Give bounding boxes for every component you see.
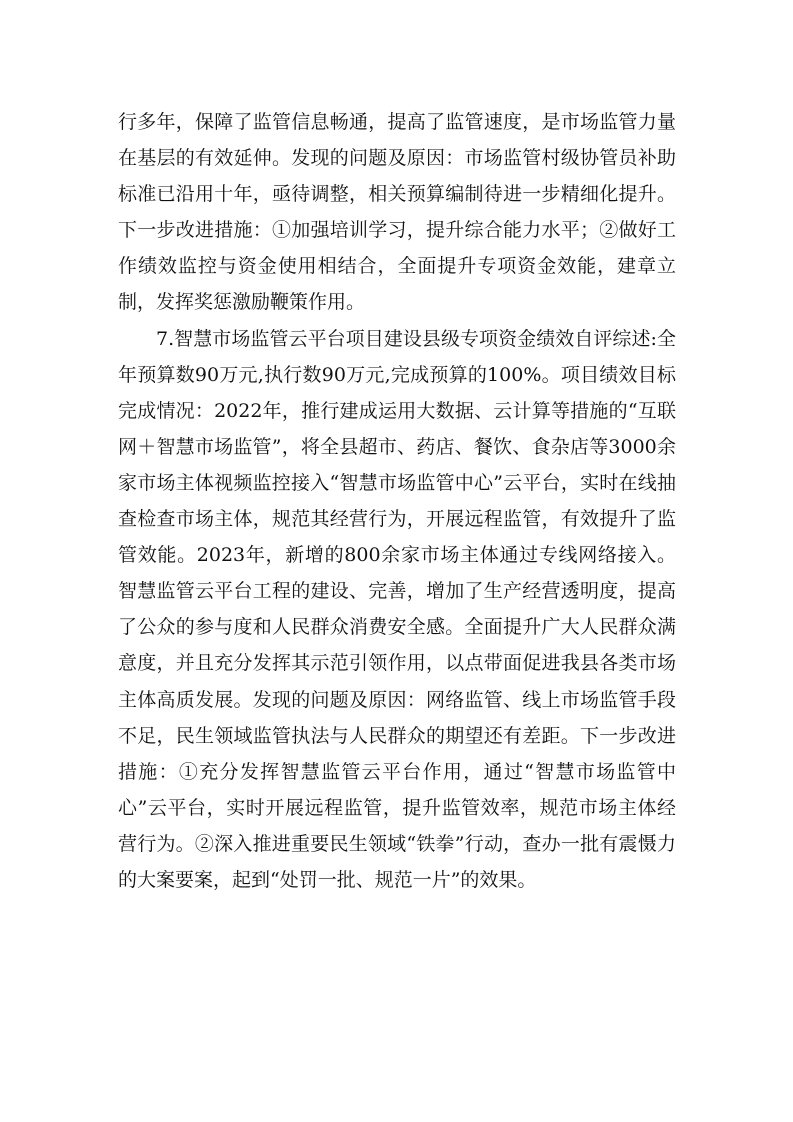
paragraph-continuation: 行多年，保障了监管信息畅通，提高了监管速度，是市场监管力量在基层的有效延伸。发现的问题及原因：市场监管村级协管员补助标准已沿用十年，亟待调整，相关预算编制待进一步精细化提升。下一步改进措施：①加强培训学习，提升综合能力水平；②做好工作绩效监控与资金使用相结合，全面提升专项资金效能，建章立制，发挥奖惩激励鞭策作用。	[118, 111, 676, 314]
paragraph-item-7: 7.智慧市场监管云平台项目建设县级专项资金绩效自评综述:全年预算数90万元,执行数90万元,完成预算的100%。项目绩效目标完成情况：2022年，推行建成运用大数据、云计算等措施的“互联网＋智慧市场监管”，将全县超市、药店、餐饮、食杂店等3000余家市场主体视频监控接入“智慧市场监管中心”云平台，实时在线抽查检查市场主体，规范其经营行为，开展远程监管，有效提升了监管效能。2023年，新增的800余家市场主体通过专线网络接入。智慧监管云平台工程的建设、完善，增加了生产经营透明度，提高了公众的参与度和人民群众消费安全感。全面提升广大人民群众满意度，并且充分发挥其示范引领作用，以点带面促进我县各类市场主体高质发展。发现的问题及原因：网络监管、线上市场监管手段不足，民生领域监管执法与人民群众的期望还有差距。下一步改进措施：①充分发挥智慧监管云平台作用，通过“智慧市场监管中心”云平台，实时开展远程监管，提升监管效率，规范市场主体经营行为。②深入推进重要民生领域“铁拳”行动，查办一批有震慑力的大案要案，起到“处罚一批、规范一片”的效果。	[118, 327, 676, 891]
document-body	[118, 104, 676, 898]
